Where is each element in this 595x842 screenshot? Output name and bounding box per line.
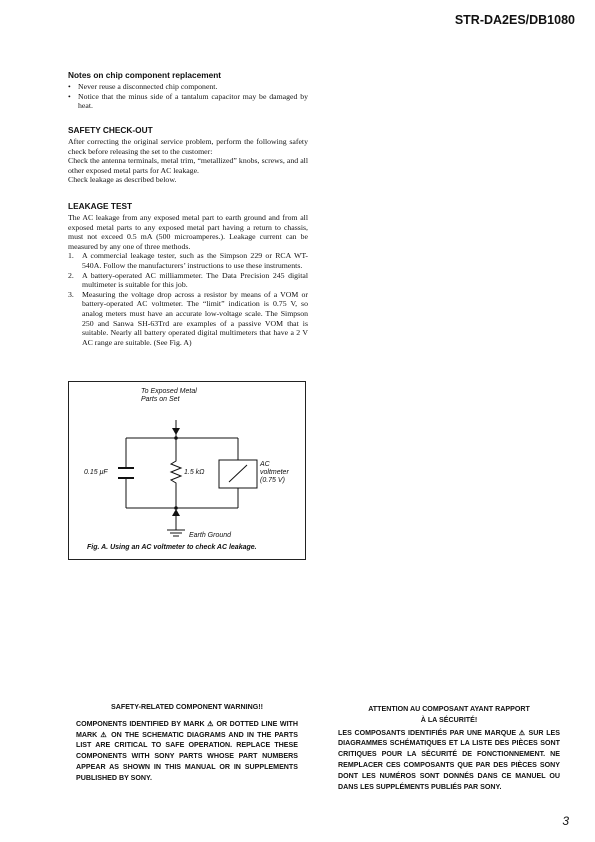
warning-french [338, 704, 560, 792]
list-item: • Notice that the minus side of a tantalum capacitor may be damaged by heat. [68, 91, 308, 111]
page-number: 3 [562, 814, 569, 828]
safety-checkout-title: SAFETY CHECK-OUT [68, 125, 153, 135]
warning-en-title: SAFETY-RELATED COMPONENT WARNING!! [111, 703, 263, 711]
warning-fr-title-line1: ATTENTION AU COMPOSANT AYANT RAPPORT [368, 705, 530, 713]
list-item: 2. A battery-operated AC milliammeter. The Data Precision 245 digital multimeter is suitable for this job. [68, 270, 308, 290]
label-capacitor: 0.15 μF [84, 469, 108, 476]
chip-notes-title: Notes on chip component replacement [68, 70, 222, 80]
paragraph: Check leakage as described below. [68, 175, 177, 185]
warning-fr-title-line2: À LA SÉCURITÉ! [420, 715, 478, 724]
label-parts-on-set: Parts on Set [141, 396, 180, 403]
leakage-methods-list [68, 251, 308, 347]
chip-notes-section [68, 70, 308, 111]
label-meter-range: (0.75 V) [260, 477, 285, 484]
chip-notes-list [68, 82, 308, 111]
label-resistor: 1.5 kΩ [184, 469, 205, 476]
warning-english [76, 702, 298, 784]
figure-caption: Fig. A. Using an AC voltmeter to check AC leakage. [87, 544, 257, 551]
list-item: • Never reuse a disconnected chip component. [68, 82, 218, 91]
warning-fr-body: LES COMPOSANTS IDENTIFIÉS PAR UNE MARQUE ⚠ SUR LES DIAGRAMMES SCHÉMATIQUES ET LA LISTE DES PIÈCES SONT CRITIQUES POUR LA SÉCURITÉ DE FONCTIONNEMENT. NE REMPLACER CES COMPOSANTS QUE PAR DES PIÈCES SONY DONT LES NUMÉROS SONT DONNÉS DANS CE MANUEL OU DANS LES SUPPLÉMENTS PUBLIÉS PAR SONY. [338, 728, 560, 791]
leakage-test-title: LEAKAGE TEST [68, 201, 133, 211]
label-exposed-metal: To Exposed Metal [141, 388, 197, 395]
ground-arrow [172, 509, 180, 516]
probe-arrow [172, 428, 180, 435]
warning-en-body: COMPONENTS IDENTIFIED BY MARK ⚠ OR DOTTED LINE WITH MARK ⚠ ON THE SCHEMATIC DIAGRAMS AND IN THE PARTS LIST ARE CRITICAL TO SAFE OPERATION. REPLACE THESE COMPONENTS WITH SONY PARTS WHOSE PART NUMBERS APPEAR AS SHOWN IN THIS MANUAL OR IN SUPPLEMENTS PUBLISHED BY SONY. [76, 719, 298, 782]
warning-fr-title [338, 704, 560, 726]
list-item: 1. A commercial leakage tester, such as the Simpson 229 or RCA WT-540A. Follow the manufacturers’ instructions to use these instruments. [68, 251, 308, 270]
label-earth-ground: Earth Ground [189, 532, 232, 539]
model-header: STR-DA2ES/DB1080 [454, 13, 575, 27]
paragraph: The AC leakage from any exposed metal part to earth ground and from all exposed metal parts to any exposed metal part having a return to chassis, must not exceed 0.5 mA (500 microamperes.). Leakage current can be measured by any one of three methods. [68, 213, 308, 251]
label-meter-ac: AC [260, 461, 270, 468]
paragraph: After correcting the original service problem, perform the following safety check before releasing the set to the customer: [68, 137, 308, 156]
resistor-symbol [171, 438, 181, 508]
leakage-test-section [68, 201, 308, 347]
figure-a [68, 381, 306, 560]
safety-checkout-section [68, 125, 308, 185]
paragraph: Check the antenna terminals, metal trim, “metallized” knobs, screws, and all other exposed metal parts for AC leakage. [68, 156, 308, 175]
label-meter-voltmeter: voltmeter [260, 469, 289, 476]
list-item: 3. Measuring the voltage drop across a resistor by means of a VOM or battery-operated AC voltmeter. The “limit” indication is 0.75 V, so analog meters must have an accurate low-voltage scale. The Simpson 250 and Sanwa SH-63Trd are examples of a passive VOM that is suitable. Nearly all battery operated digital multimeters that have a 2 V AC range are suitable. (See Fig. A) [68, 289, 308, 347]
